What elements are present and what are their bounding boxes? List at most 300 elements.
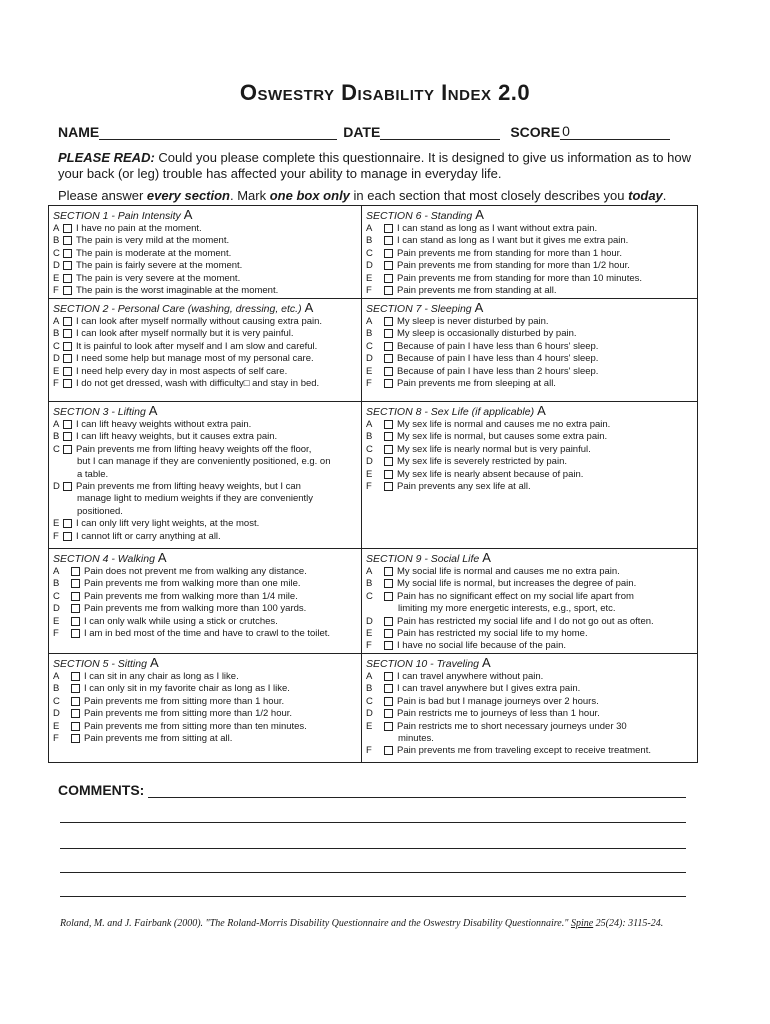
option-checkbox[interactable] [384,432,393,441]
option-text: I do not get dressed, wash with difficulty□ and stay in bed. [76,378,320,390]
section-9 [362,549,697,653]
option-text: I can only walk while using a stick or crutches. [84,615,278,627]
option-text: The pain is fairly severe at the moment. [76,260,243,272]
option-checkbox[interactable] [63,274,72,283]
option-text-continued: limiting my more energetic interests, e.g., sport, etc. [398,603,616,615]
option-checkbox[interactable] [63,261,72,270]
option-text: Pain prevents me from lifting heavy weights off the floor, [76,443,312,455]
section-5 [49,654,361,745]
section-title [53,208,357,223]
option-row [366,431,693,443]
option-letter: B [366,683,373,695]
option-letter: A [53,419,60,430]
section-answer: A [304,300,314,315]
option-checkbox[interactable] [384,592,393,601]
citation-volume: 25(24): 3115-24. [593,918,664,929]
section-title [366,656,693,671]
option-checkbox[interactable] [63,286,72,295]
option-checkbox[interactable] [71,629,80,638]
option-text: I can look after myself normally but it is very painful. [76,328,294,340]
option-row [53,260,357,272]
answer-one-box: one box only [269,188,350,203]
name-label: NAME [58,124,100,140]
option-text: I can lift heavy weights without extra pain. [76,419,252,430]
option-row [53,733,357,745]
option-letter: F [53,285,59,297]
option-text: Pain prevents me from sitting more than 1/2 hour. [84,708,293,720]
comments-line-4[interactable] [60,872,686,873]
page-title: Oswestry Disability Index 2.0 [239,80,531,105]
option-letter: D [53,603,60,615]
option-letter: B [53,683,60,695]
score-label: SCORE [510,124,561,140]
option-letter: D [366,456,373,468]
option-checkbox[interactable] [71,672,80,681]
date-field[interactable] [380,125,500,140]
option-row [366,578,693,590]
option-checkbox[interactable] [63,519,72,528]
option-letter: A [53,223,60,234]
option-text: I am in bed most of the time and have to crawl to the toilet. [84,628,331,640]
option-checkbox[interactable] [63,482,72,491]
option-checkbox[interactable] [384,629,393,638]
option-letter: C [366,443,373,455]
option-row [53,683,357,695]
option-row [53,341,357,353]
option-checkbox[interactable] [63,379,72,388]
score-value: 0 [562,123,570,139]
option-row [53,285,357,297]
option-row [366,285,693,297]
answer-text-1: Please answer [58,188,147,203]
option-text: My sleep is occasionally disturbed by pain. [397,328,577,340]
section-answer: A [183,207,193,222]
citation [60,918,720,929]
option-checkbox[interactable] [384,236,393,245]
option-text: Pain restricts me to short necessary journeys under 30 [397,720,627,732]
option-row [366,708,693,720]
section-title-text: SECTION 3 - Lifting [53,406,146,418]
option-letter: B [366,328,373,340]
option-row [53,721,357,733]
option-text: I cannot lift or carry anything at all. [76,530,221,542]
option-checkbox[interactable] [63,249,72,258]
option-text: My sex life is severely restricted by pain. [397,456,568,468]
option-letter: F [53,378,59,390]
option-row [53,628,357,640]
option-checkbox[interactable] [384,722,393,731]
option-checkbox[interactable] [71,617,80,626]
option-checkbox[interactable] [384,249,393,258]
option-text: I can stand as long as I want but it gives me extra pain. [397,235,629,247]
option-checkbox[interactable] [384,482,393,491]
option-checkbox[interactable] [384,709,393,718]
option-letter: D [53,353,60,365]
date-label: DATE [343,124,381,140]
option-checkbox[interactable] [71,709,80,718]
option-text: I can travel anywhere without pain. [397,671,544,682]
section-answer: A [149,655,159,670]
section-answer: A [482,655,491,670]
option-letter: E [366,272,373,284]
option-text: I have no pain at the moment. [76,223,202,234]
option-text-continued: minutes. [398,733,434,745]
option-letter: B [366,235,373,247]
option-checkbox[interactable] [384,567,393,576]
option-row [366,260,693,272]
option-letter: B [53,235,60,247]
option-row [366,366,693,378]
option-text: It is painful to look after myself and I am slow and careful. [76,340,318,352]
option-checkbox[interactable] [71,567,80,576]
option-text: Pain prevents me from walking more than 100 yards. [84,603,307,615]
option-text: Because of pain I have less than 4 hours' sleep. [397,353,599,365]
option-letter: F [53,733,59,745]
comments-label: COMMENTS: [58,782,145,798]
option-text: Pain prevents me from walking more than 1/4 mile. [84,590,298,602]
section-title-text: SECTION 2 - Personal Care (washing, dressing, etc.) [53,303,302,315]
option-letter: A [366,419,373,430]
intro-text [58,150,718,182]
option-text-continued: manage light to medium weights if they are conveniently [77,493,314,505]
option-text: Pain prevents me from sleeping at all. [397,378,556,390]
option-row [366,721,693,733]
section-1 [49,206,361,297]
option-checkbox[interactable] [384,684,393,693]
option-letter: A [53,316,60,327]
please-read-label: PLEASE READ: [58,150,155,165]
option-checkbox[interactable] [384,672,393,681]
option-row [53,531,357,543]
section-8 [362,402,697,493]
option-checkbox[interactable] [384,641,393,650]
option-row [366,683,693,695]
option-checkbox[interactable] [384,697,393,706]
option-letter: F [366,481,372,493]
answer-text-2: . Mark [230,188,270,203]
option-text: Pain prevents me from standing for more than 1/2 hour. [397,260,630,272]
option-row [366,628,693,640]
option-row [53,696,357,708]
option-row [366,235,693,247]
option-letter: A [366,566,373,577]
option-checkbox[interactable] [384,317,393,326]
section-4 [49,549,361,640]
option-text: I can travel anywhere but I gives extra pain. [397,683,581,695]
option-row [53,316,357,328]
option-letter: D [366,708,373,720]
section-title [366,404,693,419]
option-text: Pain prevents me from sitting at all. [84,733,233,745]
section-answer: A [148,403,158,418]
option-letter: D [53,708,60,720]
option-text: Pain prevents me from standing for more than 10 minutes. [397,272,643,284]
option-row [366,591,693,603]
answer-today: today [628,188,663,203]
option-checkbox[interactable] [63,342,72,351]
option-checkbox[interactable] [63,224,72,233]
section-answer: A [482,550,491,565]
option-row [366,469,693,481]
section-title-text: SECTION 10 - Traveling [366,658,480,670]
option-checkbox[interactable] [384,470,393,479]
option-text: The pain is very severe at the moment. [76,272,241,284]
section-title [53,551,357,566]
option-text: My sex life is nearly absent because of pain. [397,468,584,480]
answer-instructions [58,188,698,203]
option-text: My social life is normal, but increases the degree of pain. [397,578,637,590]
option-text: Pain prevents me from lifting heavy weights, but I can [76,481,301,493]
option-row [53,603,357,615]
option-text: Pain prevents me from standing for more than 1 hour. [397,247,622,259]
section-3 [49,402,361,543]
option-row [53,431,357,443]
option-checkbox[interactable] [71,734,80,743]
option-letter: C [53,247,60,259]
option-row [53,444,357,456]
option-row [366,341,693,353]
option-text: My sleep is never disturbed by pain. [397,316,549,327]
option-letter: E [53,720,60,732]
option-text: My sex life is normal and causes me no extra pain. [397,419,611,430]
option-letter: D [53,260,60,272]
option-text: Pain is bad but I manage journeys over 2 hours. [397,695,599,707]
option-letter: C [53,590,60,602]
option-checkbox[interactable] [63,354,72,363]
option-checkbox[interactable] [63,367,72,376]
option-row [366,745,693,757]
section-answer: A [474,300,484,315]
please-read-text: Could you please complete this questionnaire. It is designed to give us information as to how your back (or leg) trouble has affected your ability to manage in everyday life. [58,150,691,181]
citation-text: Roland, M. and J. Fairbank (2000). "The Roland-Morris Disability Questionnaire and the Oswestry Disability Questionnaire." [60,918,571,929]
option-text: Because of pain I have less than 2 hours' sleep. [397,365,599,377]
option-letter: F [53,530,59,542]
option-text: I can sit in any chair as long as I like. [84,671,239,682]
option-checkbox[interactable] [384,445,393,454]
option-text: I can only lift very light weights, at the most. [76,518,260,530]
option-letter: C [53,443,60,455]
option-row [366,248,693,260]
comments-line-1[interactable] [148,781,686,798]
option-text: The pain is very mild at the moment. [76,235,230,247]
option-checkbox[interactable] [384,286,393,295]
option-row [366,640,693,652]
option-letter: F [366,745,372,757]
option-row [53,328,357,340]
option-checkbox[interactable] [63,432,72,441]
option-text: Because of pain I have less than 6 hours' sleep. [397,340,599,352]
section-10 [362,654,697,758]
option-letter: B [53,431,60,443]
option-text: Pain prevents me from traveling except to receive treatment. [397,745,651,757]
score-field[interactable] [560,125,670,140]
section-6 [362,206,697,297]
option-letter: B [53,578,60,590]
option-checkbox[interactable] [63,420,72,429]
section-title [366,208,693,223]
option-row [366,316,693,328]
option-text: My sex life is nearly normal but is very painful. [397,443,591,455]
citation-journal: Spine [570,918,594,929]
option-letter: D [53,481,60,493]
option-row [366,419,693,431]
option-text: Pain prevents any sex life at all. [397,481,531,493]
option-text: Pain prevents me from walking more than one mile. [84,578,301,590]
section-title-text: SECTION 1 - Pain Intensity [53,210,181,222]
section-title-text: SECTION 8 - Sex Life (if applicable) [366,406,535,418]
option-text: Pain has restricted my social life to my home. [397,628,588,640]
option-row [366,353,693,365]
option-row [53,273,357,285]
option-row [366,616,693,628]
option-checkbox[interactable] [384,367,393,376]
option-checkbox[interactable] [384,617,393,626]
option-letter: C [366,590,373,602]
option-letter: D [366,615,373,627]
option-row [366,671,693,683]
option-checkbox[interactable] [71,697,80,706]
option-letter: F [366,640,372,652]
section-title-text: SECTION 9 - Social Life [366,553,480,565]
answer-text-3: in each section that most closely describes you [349,188,629,203]
option-letter: D [366,353,373,365]
option-text: I need some help but manage most of my personal care. [76,353,314,365]
option-letter: E [53,615,60,627]
option-row [53,671,357,683]
option-text-continued: positioned. [77,505,123,517]
option-row [53,419,357,431]
option-letter: B [53,328,60,340]
option-letter: C [53,340,60,352]
option-row [53,566,357,578]
answer-every-section: every section [146,188,230,203]
option-checkbox[interactable] [384,579,393,588]
option-text: I have no social life because of the pain. [397,640,567,652]
option-text: I can look after myself normally without causing extra pain. [76,316,323,327]
option-letter: A [366,316,373,327]
section-title-text: SECTION 4 - Walking [53,553,155,565]
section-answer: A [157,550,167,565]
option-text: Pain has restricted my social life and I do not go out as often. [397,615,654,627]
section-title [366,551,693,566]
option-checkbox[interactable] [384,224,393,233]
option-checkbox[interactable] [71,579,80,588]
section-title-text: SECTION 5 - Sitting [53,658,147,670]
section-title [53,656,357,671]
option-row [53,378,357,390]
option-checkbox[interactable] [63,532,72,541]
option-row [53,518,357,530]
option-text: Pain prevents me from sitting more than 1 hour. [84,695,285,707]
option-checkbox[interactable] [63,445,72,454]
option-letter: E [366,365,373,377]
option-checkbox[interactable] [71,604,80,613]
option-letter: A [366,223,373,234]
comments-line-3[interactable] [60,848,686,849]
section-answer: A [475,207,484,222]
option-letter: E [366,720,373,732]
option-text: The pain is the worst imaginable at the moment. [76,285,279,297]
comments-line-5[interactable] [60,896,686,897]
option-text: I can only sit in my favorite chair as long as I like. [84,683,290,695]
option-row [53,366,357,378]
option-letter: A [366,671,373,682]
name-field[interactable] [99,125,337,140]
option-text: I need help every day in most aspects of self care. [76,365,288,377]
option-text-continued: but I can manage if they are conveniently positioned, e.g. on [77,456,331,468]
option-checkbox[interactable] [63,236,72,245]
option-checkbox[interactable] [384,354,393,363]
section-title [53,301,357,316]
option-row [53,616,357,628]
option-checkbox[interactable] [63,317,72,326]
option-row [366,696,693,708]
sections-grid [48,205,698,763]
option-text: I can stand as long as I want without extra pain. [397,223,598,234]
option-checkbox[interactable] [384,746,393,755]
section-title-text: SECTION 6 - Standing [366,210,473,222]
option-checkbox[interactable] [384,274,393,283]
option-row [53,248,357,260]
section-answer: A [537,403,546,418]
option-checkbox[interactable] [384,329,393,338]
option-checkbox[interactable] [384,379,393,388]
section-title [366,301,693,316]
option-letter: A [53,566,60,577]
option-text: Pain does not prevent me from walking any distance. [84,566,307,577]
option-checkbox[interactable] [71,684,80,693]
option-checkbox[interactable] [384,261,393,270]
option-letter: E [53,365,60,377]
section-title [53,404,357,419]
option-checkbox[interactable] [384,457,393,466]
option-letter: D [366,260,373,272]
option-row [366,328,693,340]
option-checkbox[interactable] [384,420,393,429]
option-letter: C [366,247,373,259]
option-letter: F [366,285,372,297]
section-2 [49,299,361,390]
option-text: Pain prevents me from sitting more than ten minutes. [84,720,307,732]
option-row [53,481,357,493]
option-checkbox[interactable] [63,329,72,338]
option-text: I can lift heavy weights, but it causes extra pain. [76,431,278,443]
header-fields [58,124,688,140]
option-row [366,378,693,390]
option-text-continued: a table. [77,468,109,480]
comments [58,781,686,798]
option-row [53,591,357,603]
option-checkbox[interactable] [71,592,80,601]
option-checkbox[interactable] [384,342,393,351]
option-row [366,444,693,456]
option-row [53,235,357,247]
option-row [53,708,357,720]
option-row [53,578,357,590]
option-letter: F [366,378,372,390]
option-letter: A [53,671,60,682]
option-letter: F [53,628,59,640]
section-7 [362,299,697,390]
option-letter: C [53,695,60,707]
option-row [53,353,357,365]
option-checkbox[interactable] [71,722,80,731]
comments-line-2[interactable] [60,822,686,823]
option-letter: E [53,272,60,284]
option-text: The pain is moderate at the moment. [76,247,232,259]
option-letter: B [366,431,373,443]
option-letter: C [366,695,373,707]
